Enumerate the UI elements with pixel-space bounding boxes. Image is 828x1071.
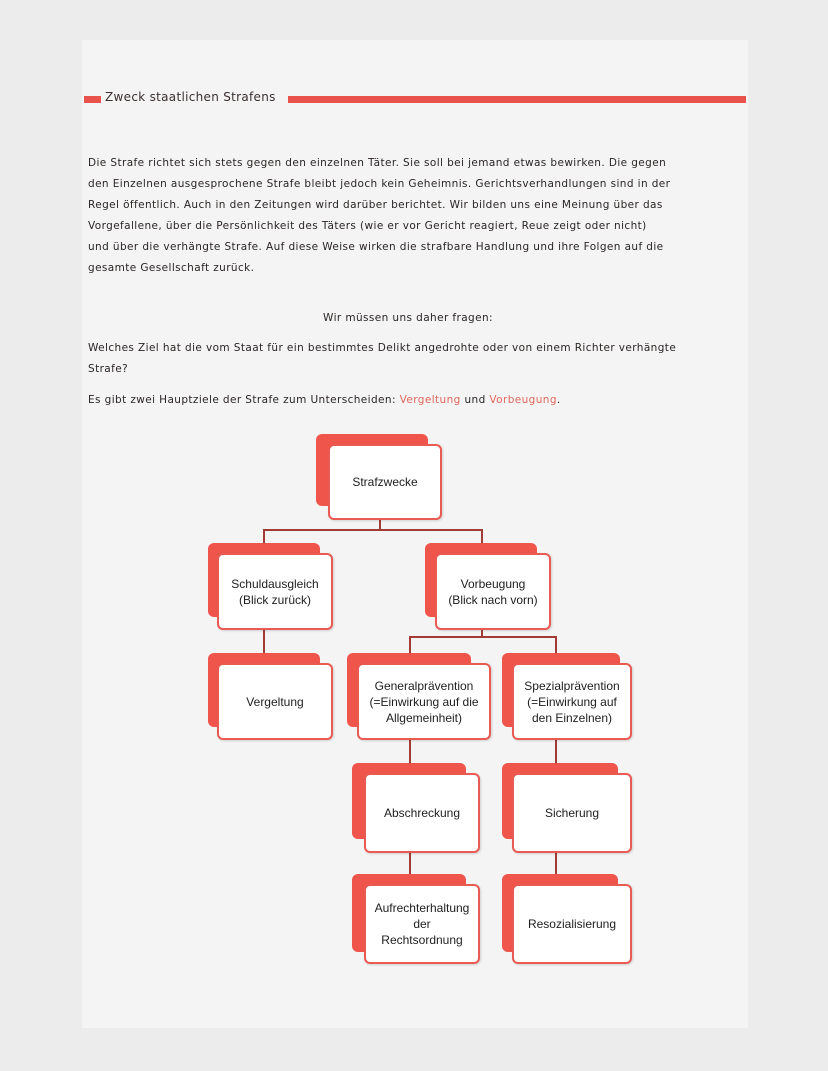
ziel-vorbeugung: Vorbeugung xyxy=(489,394,557,406)
ziele-mid: und xyxy=(460,394,490,406)
node-spezialpraevention-label: Spezialprävention (=Einwirkung auf den Einzelnen) xyxy=(512,663,632,740)
connector-line xyxy=(263,529,483,531)
paragraph-line: den Einzelnen ausgesprochene Strafe bleibt jedoch kein Geheimnis. Gerichtsverhandlungen sind in der xyxy=(88,178,671,190)
ziele-suffix: . xyxy=(556,394,561,406)
question-line: Welches Ziel hat die vom Staat für ein bestimmtes Delikt angedrohte oder von einem Richter verhängte xyxy=(88,342,677,354)
paragraph-line: und über die verhängte Strafe. Auf diese Weise wirken die strafbare Handlung und ihre Folgen auf die xyxy=(88,241,664,253)
connector-line xyxy=(409,739,411,763)
ziel-vergeltung: Vergeltung xyxy=(399,394,461,406)
connector-line xyxy=(409,636,411,653)
ziele-prefix: Es gibt zwei Hauptziele der Strafe zum Unterscheiden: xyxy=(88,394,400,406)
node-vorbeugung-label: Vorbeugung (Blick nach vorn) xyxy=(435,553,551,630)
paragraph-line: Regel öffentlich. Auch in den Zeitungen wird darüber berichtet. Wir bilden uns eine Meinung über das xyxy=(88,199,663,211)
connector-line xyxy=(263,529,265,543)
node-abschreckung-label: Abschreckung xyxy=(364,773,480,853)
connector-line xyxy=(409,852,411,874)
paragraph-line: Die Strafe richtet sich stets gegen den einzelnen Täter. Sie soll bei jemand etwas bewirken. Die gegen xyxy=(88,157,667,169)
node-strafzwecke-label: Strafzwecke xyxy=(328,444,442,520)
centered-prompt: Wir müssen uns daher fragen: xyxy=(323,312,493,324)
node-resozialisierung-label: Resozialisierung xyxy=(512,884,632,964)
connector-line xyxy=(555,739,557,763)
connector-line xyxy=(555,852,557,874)
node-schuldausgleich-label: Schuldausgleich (Blick zurück) xyxy=(217,553,333,630)
question-line: Strafe? xyxy=(88,363,129,375)
node-sicherung-label: Sicherung xyxy=(512,773,632,853)
connector-line xyxy=(409,636,557,638)
node-vergeltung-label: Vergeltung xyxy=(217,663,333,740)
paragraph-line: Vorgefallene, über die Persönlichkeit des Täters (wie er vor Gericht reagiert, Reue zeigt oder nicht) xyxy=(88,220,647,232)
paragraph-line: gesamte Gesellschaft zurück. xyxy=(88,262,255,274)
connector-line xyxy=(481,529,483,543)
connector-line xyxy=(555,636,557,653)
connector-line xyxy=(263,629,265,653)
node-generalpraevention-label: Generalprävention (=Einwirkung auf die Allgemeinheit) xyxy=(357,663,491,740)
section-title: Zweck staatlichen Strafens xyxy=(105,90,276,104)
node-aufrechterhaltung-label: Aufrechterhaltung der Rechtsordnung xyxy=(364,884,480,964)
